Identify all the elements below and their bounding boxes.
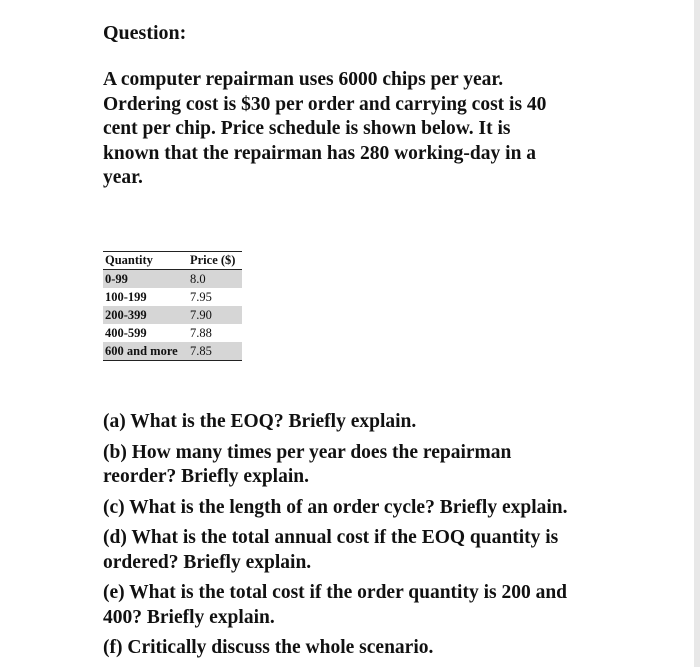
page-edge [694, 0, 700, 667]
question-line: 400? Briefly explain. [103, 606, 275, 628]
statement-line: Ordering cost is $30 per order and carrying cost is 40 [103, 93, 547, 115]
price-header: Price ($) [184, 252, 242, 270]
question-heading: Question: [103, 22, 187, 44]
question-d [103, 526, 603, 575]
question-list [103, 410, 603, 667]
question-line: (f) Critically discuss the whole scenario. [103, 637, 434, 658]
price-cell: 7.95 [190, 289, 212, 304]
table-row [103, 270, 242, 289]
price-cell: 8.0 [184, 270, 242, 289]
quantity-cell: 200-399 [103, 306, 184, 324]
table-header-row [103, 252, 242, 270]
question-line: (d) What is the total annual cost if the EOQ quantity is [103, 527, 559, 548]
table-row [103, 342, 242, 361]
question-line: reorder? Briefly explain. [103, 466, 309, 487]
question-f [103, 636, 603, 661]
quantity-cell: 0-99 [103, 270, 184, 289]
question-a [103, 410, 603, 435]
price-cell: 7.88 [190, 325, 212, 340]
statement-line: year. [103, 167, 143, 188]
quantity-cell: 600 and more [103, 342, 184, 361]
question-line: (e) What is the total cost if the order quantity is 200 and [103, 582, 568, 603]
statement-line: known that the repairman has 280 working-day in a [103, 142, 537, 164]
question-line: (c) What is the length of an order cycle? Briefly explain. [103, 496, 568, 518]
table-row [103, 306, 242, 324]
question-e [103, 581, 603, 630]
statement-line: cent per chip. Price schedule is shown below. It is [103, 118, 511, 139]
table-row [103, 324, 242, 342]
question-line: (a) What is the EOQ? Briefly explain. [103, 411, 417, 432]
question-line: ordered? Briefly explain. [103, 551, 312, 573]
problem-statement [103, 68, 600, 191]
table-row [103, 288, 242, 306]
statement-line: A computer repairman uses 6000 chips per year. [103, 69, 504, 90]
quantity-cell: 400-599 [105, 325, 147, 340]
price-cell: 7.85 [184, 342, 242, 361]
question-c [103, 496, 603, 521]
price-cell: 7.90 [184, 306, 242, 324]
question-line: (b) How many times per year does the repairman [103, 441, 512, 463]
price-schedule-table [103, 251, 242, 361]
question-b [103, 441, 603, 490]
quantity-cell: 100-199 [105, 289, 147, 304]
quantity-header: Quantity [103, 252, 184, 270]
